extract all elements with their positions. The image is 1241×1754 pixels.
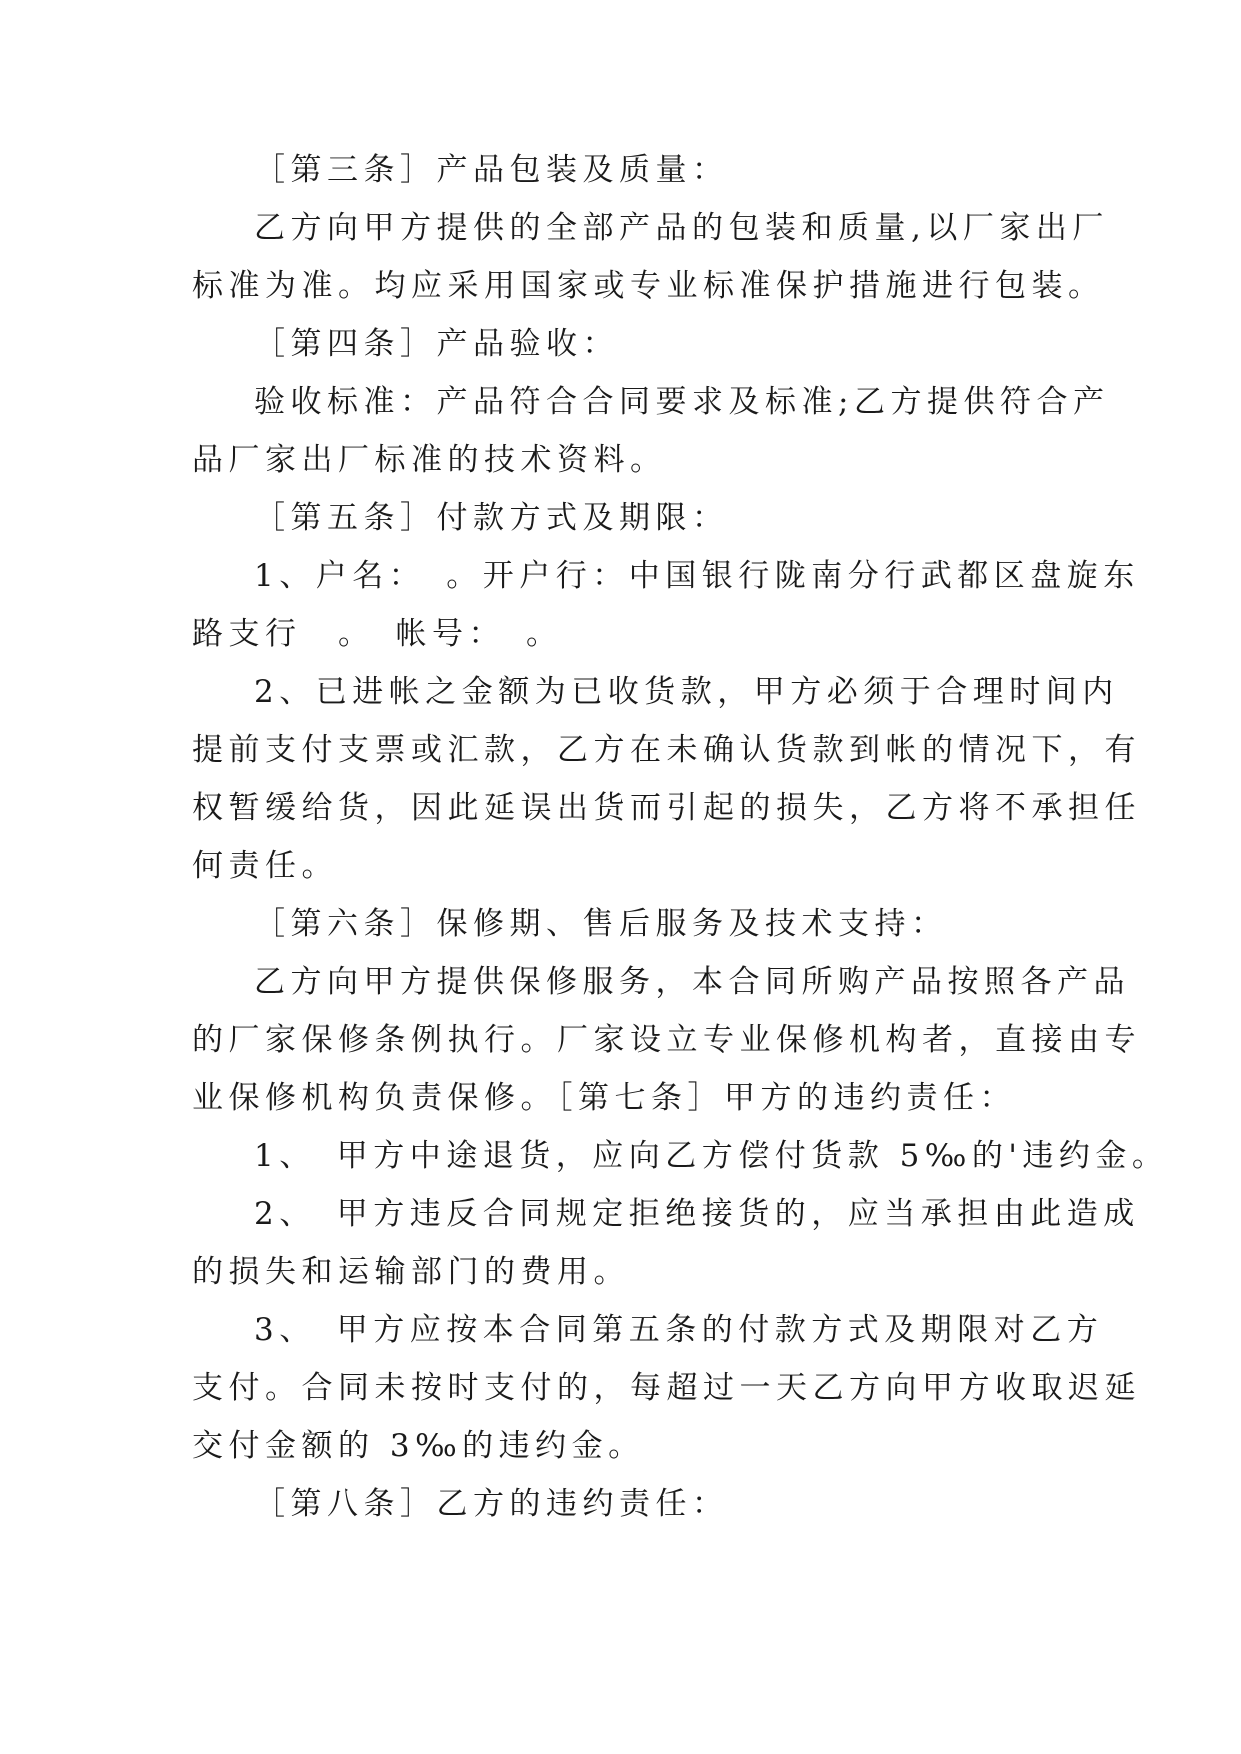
clause-3-text-line: 标准为准。均应采用国家或专业标准保护措施进行包装。 [192,268,1105,304]
clause-4-text-line: 品厂家出厂标准的技术资料。 [192,442,667,478]
clause-4-heading: ［第四条］产品验收： [254,326,619,362]
clause-5-item-2-line: 权暂缓给货，因此延误出货而引起的损失，乙方将不承担任 [192,790,1141,826]
clause-5-item-2-line: 提前支付支票或汇款，乙方在未确认货款到帐的情况下，有 [192,732,1141,768]
clause-6-text-line: 业保修机构负责保修。［第七条］甲方的违约责任： [192,1080,1016,1116]
clause-7-item-1: 1、 甲方中途退货，应向乙方偿付货款 5‰的'违约金。 [254,1138,1169,1174]
clause-6-heading: ［第六条］保修期、售后服务及技术支持： [254,906,948,942]
clause-5-heading: ［第五条］付款方式及期限： [254,500,729,536]
clause-5-item-2-line: 何责任。 [192,848,338,884]
clause-7-item-2-line: 2、 甲方违反合同规定拒绝接货的，应当承担由此造成 [254,1196,1140,1232]
clause-5-item-1-line: 1、户名： 。开户行：中国银行陇南分行武都区盘旋东 [254,558,1140,594]
clause-3-heading: ［第三条］产品包装及质量： [254,152,729,188]
clause-5-item-2-line: 2、已进帐之金额为已收货款，甲方必须于合理时间内 [254,674,1119,710]
clause-8-heading: ［第八条］乙方的违约责任： [254,1486,729,1522]
clause-6-text-line: 的厂家保修条例执行。厂家设立专业保修机构者，直接由专 [192,1022,1141,1058]
clause-7-item-2-line: 的损失和运输部门的费用。 [192,1254,630,1290]
clause-6-text-line: 乙方向甲方提供保修服务，本合同所购产品按照各产品 [254,964,1130,1000]
clause-7-item-3-line: 支付。合同未按时支付的，每超过一天乙方向甲方收取迟延 [192,1370,1141,1406]
clause-5-item-1-line: 路支行 。 帐号： 。 [192,616,563,652]
clause-3-text-line: 乙方向甲方提供的全部产品的包装和质量,以厂家出厂 [254,210,1109,246]
clause-7-item-3-line: 3、 甲方应按本合同第五条的付款方式及期限对乙方 [254,1312,1104,1348]
clause-7-item-3-line: 交付金额的 3‰的违约金。 [192,1428,645,1464]
clause-4-text-line: 验收标准：产品符合合同要求及标准;乙方提供符合产 [254,384,1110,420]
